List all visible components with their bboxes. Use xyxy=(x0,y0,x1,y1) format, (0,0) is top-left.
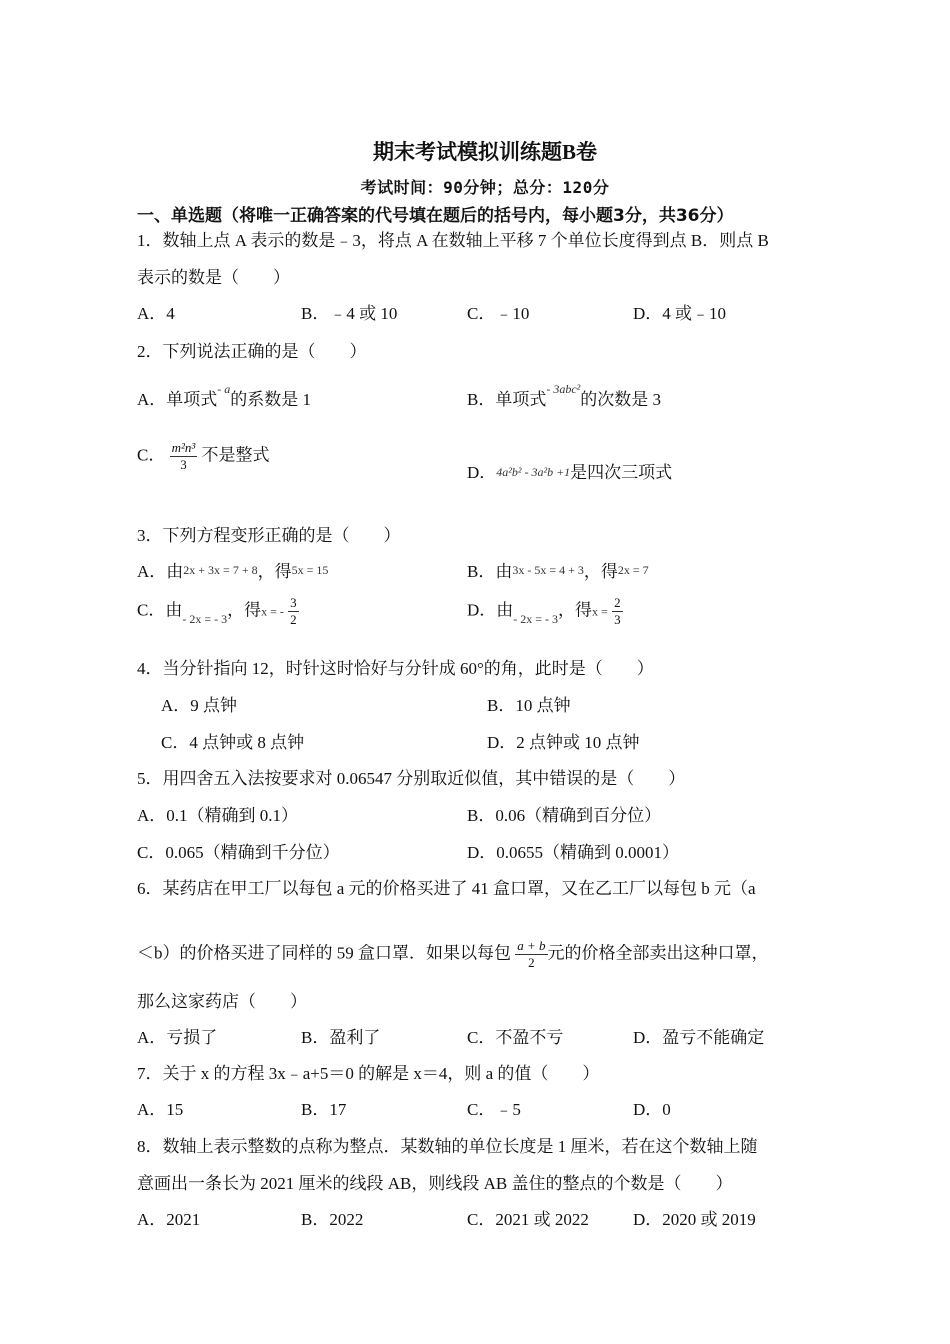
q3-b-mid: ，得 xyxy=(583,562,618,581)
q1-option-c: C．﹣10 xyxy=(467,304,530,323)
q4-option-d: D．2 点钟或 10 点钟 xyxy=(487,733,640,752)
q2-option-c xyxy=(137,440,270,473)
q2-b-suffix: 的次数是 3 xyxy=(580,390,662,409)
q2-c-denominator: 3 xyxy=(180,457,187,472)
q3-a-mid: ，得 xyxy=(257,562,292,581)
q3-a-math2: 5x = 15 xyxy=(291,563,329,577)
q4-option-c: C．4 点钟或 8 点钟 xyxy=(161,733,305,752)
q2-c-suffix: 不是整式 xyxy=(201,445,270,465)
q2-option-d xyxy=(467,458,672,483)
q2-c-prefix: C． xyxy=(137,445,166,465)
q8-option-d: D．2020 或 2019 xyxy=(633,1210,756,1229)
q8-stem-line1: 8．数轴上表示整数的点称为整点．某数轴的单位长度是 1 厘米，若在这个数轴上随 xyxy=(137,1137,758,1156)
q2-stem: 2．下列说法正确的是（ ） xyxy=(137,342,367,361)
page-title: 期末考试模拟训练题B卷 xyxy=(372,140,597,164)
q6-denominator: 2 xyxy=(528,955,535,970)
q2-a-math: - a xyxy=(217,382,231,396)
q7-stem: 7．关于 x 的方程 3x﹣a+5＝0 的解是 x＝4，则 a 的值（ ） xyxy=(137,1064,600,1083)
q5-option-b: B．0.06（精确到百分位） xyxy=(467,806,662,825)
q3-a-math1: 2x + 3x = 7 + 8 xyxy=(183,563,258,577)
q6-option-d: D．盈亏不能确定 xyxy=(633,1028,765,1047)
q3-c-math2: x = - xyxy=(261,604,284,619)
section-heading: 一、单选题（将唯一正确答案的代号填在题后的括号内，每小题3分，共36分） xyxy=(137,206,734,226)
q8-option-b: B．2022 xyxy=(301,1210,364,1229)
q2-d-prefix: D． xyxy=(467,463,497,482)
q6-stem-line3: 那么这家药店（ ） xyxy=(137,992,307,1011)
q3-stem: 3．下列方程变形正确的是（ ） xyxy=(137,526,401,545)
q5-option-d: D．0.0655（精确到 0.0001） xyxy=(467,843,680,862)
q3-d-prefix: D．由 xyxy=(467,600,514,620)
q3-c-numerator: 3 xyxy=(290,595,297,610)
q2-b-math: - 3abc² xyxy=(546,382,581,396)
q3-c-fraction xyxy=(288,595,299,628)
q6-stem-line1: 6．某药店在甲工厂以每包 a 元的价格买进了 41 盒口罩，又在乙工厂以每包 b 元（a xyxy=(137,879,756,898)
q3-d-mid: ，得 xyxy=(558,600,593,620)
q8-option-c: C．2021 或 2022 xyxy=(467,1210,589,1229)
q8-option-a: A．2021 xyxy=(137,1210,201,1229)
q2-option-b xyxy=(467,382,662,410)
q5-option-c: C．0.065（精确到千分位） xyxy=(137,843,340,862)
q1-option-d: D．4 或﹣10 xyxy=(633,304,727,323)
q6-numerator: a + b xyxy=(517,938,546,953)
q7-option-c: C．﹣5 xyxy=(467,1100,521,1119)
q1-stem-line2: 表示的数是（ ） xyxy=(137,268,290,287)
q2-d-math: 4a²b² - 3a²b +1 xyxy=(496,465,571,479)
q6-option-a: A．亏损了 xyxy=(137,1028,218,1047)
q3-d-numerator: 2 xyxy=(614,595,621,610)
exam-info: 考试时间：90分钟；总分：120分 xyxy=(360,178,610,197)
q3-b-prefix: B．由 xyxy=(467,562,513,581)
q3-option-d xyxy=(467,595,623,628)
q3-b-math2: 2x = 7 xyxy=(617,563,649,577)
q3-d-math1: - 2x = - 3 xyxy=(513,612,559,627)
q6-fraction xyxy=(515,938,547,971)
q3-b-math1: 3x - 5x = 4 + 3 xyxy=(512,563,584,577)
q3-c-prefix: C．由 xyxy=(137,600,183,620)
q2-option-a xyxy=(137,382,312,410)
q7-option-d: D．0 xyxy=(633,1100,671,1119)
q2-a-prefix: A．单项式 xyxy=(137,390,218,409)
q6-line2-end: 元的价格全部卖出这种口罩， xyxy=(547,943,769,963)
q3-c-math1: - 2x = - 3 xyxy=(182,612,228,627)
q3-a-prefix: A．由 xyxy=(137,562,184,581)
q3-d-denominator: 3 xyxy=(614,612,621,627)
q2-c-fraction xyxy=(170,440,198,473)
q3-option-a xyxy=(137,557,328,582)
q3-c-denominator: 2 xyxy=(290,612,297,627)
q6-option-b: B．盈利了 xyxy=(301,1028,381,1047)
q4-option-b: B．10 点钟 xyxy=(487,696,571,715)
q3-d-math2: x = xyxy=(592,604,608,619)
q1-option-b: B．﹣4 或 10 xyxy=(301,304,398,323)
q6-line2-start: ＜b）的价格买进了同样的 59 盒口罩．如果以每包 xyxy=(137,943,511,963)
q3-option-c xyxy=(137,595,299,628)
q6-stem-line2 xyxy=(137,938,769,971)
q3-d-fraction xyxy=(612,595,623,628)
q2-c-numerator: m²n³ xyxy=(171,440,196,455)
q2-d-suffix: 是四次三项式 xyxy=(570,463,673,482)
q7-option-a: A．15 xyxy=(137,1100,184,1119)
q3-option-b xyxy=(467,557,649,582)
q8-stem-line2: 意画出一条长为 2021 厘米的线段 AB，则线段 AB 盖住的整点的个数是（ ） xyxy=(137,1174,733,1193)
q4-stem: 4．当分针指向 12，时针这时恰好与分针成 60°的角，此时是（ ） xyxy=(137,659,654,678)
q2-a-suffix: 的系数是 1 xyxy=(230,390,312,409)
q6-option-c: C．不盈不亏 xyxy=(467,1028,564,1047)
q5-stem: 5．用四舍五入法按要求对 0.06547 分别取近似值，其中错误的是（ ） xyxy=(137,769,686,788)
q2-b-prefix: B．单项式 xyxy=(467,390,547,409)
q4-option-a: A．9 点钟 xyxy=(161,696,238,715)
q5-option-a: A．0.1（精确到 0.1） xyxy=(137,806,299,825)
q1-stem-line1: 1．数轴上点 A 表示的数是﹣3，将点 A 在数轴上平移 7 个单位长度得到点 B．则点 B xyxy=(137,231,769,250)
q3-c-mid: ，得 xyxy=(227,600,262,620)
q7-option-b: B．17 xyxy=(301,1100,347,1119)
q1-option-a: A．4 xyxy=(137,304,175,323)
